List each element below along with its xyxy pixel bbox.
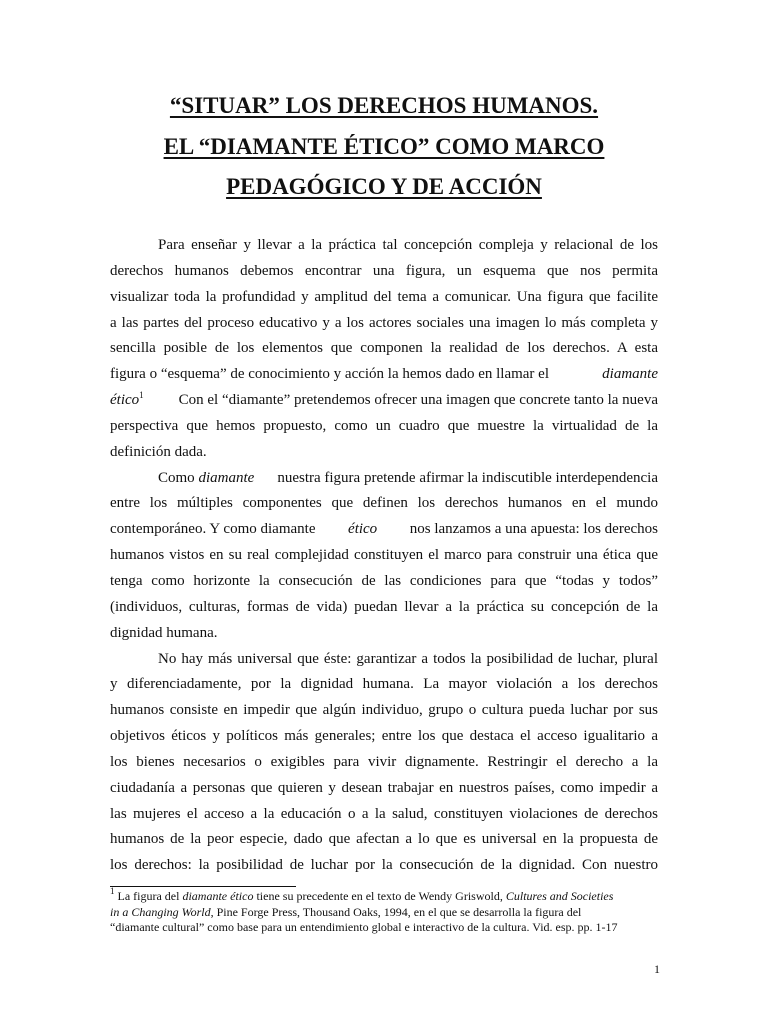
italic-term: diamante — [198, 469, 255, 486]
footnote-line — [110, 886, 658, 905]
paragraph-2 — [110, 466, 658, 647]
footnote-separator — [110, 886, 296, 887]
text-line: entre los múltiples componentes que definen los derechos humanos en el mundo — [110, 495, 658, 512]
footnote-mark: 1 — [110, 886, 115, 896]
document-title — [100, 86, 668, 208]
text-line: las mujeres el acceso a la educación o a la salud, constituyen violaciones de derechos — [110, 805, 658, 822]
text-line: ciudadanía a personas que quieren y desean trabajar en nuestros países, como impedir a — [110, 779, 658, 796]
text-line — [110, 388, 658, 414]
footnote-reference[interactable]: 1 — [139, 390, 144, 401]
text-line: humanos consiste en impedir que algún individuo, grupo o cultura pueda luchar por sus — [110, 702, 658, 719]
text-line: perspectiva que hemos propuesto, como un cuadro que muestre la virtualidad de la — [110, 417, 658, 434]
text-segment: , Pine Forge Press, Thousand Oaks, 1994, en el que se desarrolla la figura del — [210, 904, 582, 919]
italic-term: ético — [348, 521, 378, 538]
text-line: No hay más universal que éste: garantizar a todos la posibilidad de luchar, plural — [158, 650, 658, 667]
footnote-line: “diamante cultural” como base para un entendimiento global e interactivo de la cultura. Vid. esp. pp. 1-17 — [110, 920, 618, 934]
italic-term: ético — [110, 392, 140, 409]
footnote-line — [110, 905, 658, 921]
italic-term: diamante — [602, 366, 658, 383]
paragraph-3 — [110, 647, 658, 880]
paragraph-1 — [110, 233, 658, 466]
text-segment: nos lanzamos a una apuesta: los derechos — [409, 521, 658, 538]
text-segment: Como — [158, 469, 195, 486]
text-line — [110, 362, 658, 388]
text-line: los derechos: la posibilidad de luchar por la consecución de la dignidad. Con nuestro — [110, 857, 658, 874]
text-line: derechos humanos debemos encontrar una figura, un esquema que nos permita — [110, 262, 658, 279]
page-number: 1 — [654, 962, 660, 976]
italic-term: diamante ético — [182, 889, 254, 903]
book-title: in a Changing World — [110, 904, 211, 919]
text-line: humanos de la peor especie, dado que afectan a lo que es universal en la propuesta de — [110, 831, 658, 848]
text-segment: nuestra figura pretende afirmar la indiscutible interdependencia — [277, 469, 658, 486]
book-title: Cultures and Societies — [505, 889, 614, 903]
text-line: humanos vistos en su real complejidad constituyen el marco para construir una ética que — [110, 547, 658, 564]
text-line: (individuos, culturas, formas de vida) puedan llevar a la práctica su concepción de la — [110, 598, 658, 615]
text-segment: contemporáneo. Y como diamante — [110, 521, 316, 538]
text-line: y diferenciadamente, por la dignidad humana. La mayor violación a los derechos — [110, 676, 658, 693]
title-line-2: EL “DIAMANTE ÉTICO” COMO MARCO — [163, 133, 605, 159]
title-line-1: “SITUAR” LOS DERECHOS HUMANOS. — [169, 93, 599, 118]
body-text — [110, 233, 658, 879]
text-line: sencilla posible de los elementos que componen la realidad de los derechos. A esta — [110, 340, 658, 357]
footnote — [110, 886, 658, 936]
text-line: definición dada. — [110, 443, 207, 460]
text-line: dignidad humana. — [110, 624, 218, 641]
text-segment — [158, 466, 254, 492]
title-line-3: PEDAGÓGICO Y DE ACCIÓN — [226, 174, 542, 199]
text-line — [110, 517, 658, 543]
text-line: objetivos éticos y políticos más generales; entre los que destaca el acceso igualitario a — [110, 728, 658, 745]
text-line: Para enseñar y llevar a la práctica tal concepción compleja y relacional de los — [158, 237, 658, 253]
text-segment: Con el “diamante” pretendemos ofrecer una imagen que concrete tanto la nueva — [178, 392, 658, 409]
text-line: tenga como horizonte la consecución de las condiciones para que “todas y todos” — [110, 572, 658, 589]
text-line: los bienes necesarios o exigibles para vivir dignamente. Restringir el derecho a la — [110, 753, 658, 770]
text-line: visualizar toda la profundidad y amplitud del tema a comunicar. Una figura que facilite — [110, 288, 658, 305]
text-segment — [110, 388, 144, 414]
text-segment: figura o “esquema” de conocimiento y acción la hemos dado en llamar el — [110, 366, 549, 383]
text-line — [110, 466, 658, 492]
text-line: a las partes del proceso educativo y a los actores sociales una imagen lo más completa y — [110, 314, 658, 331]
text-segment: La figura del — [117, 889, 180, 903]
text-segment: tiene su precedente en el texto de Wendy Griswold, — [256, 889, 503, 903]
